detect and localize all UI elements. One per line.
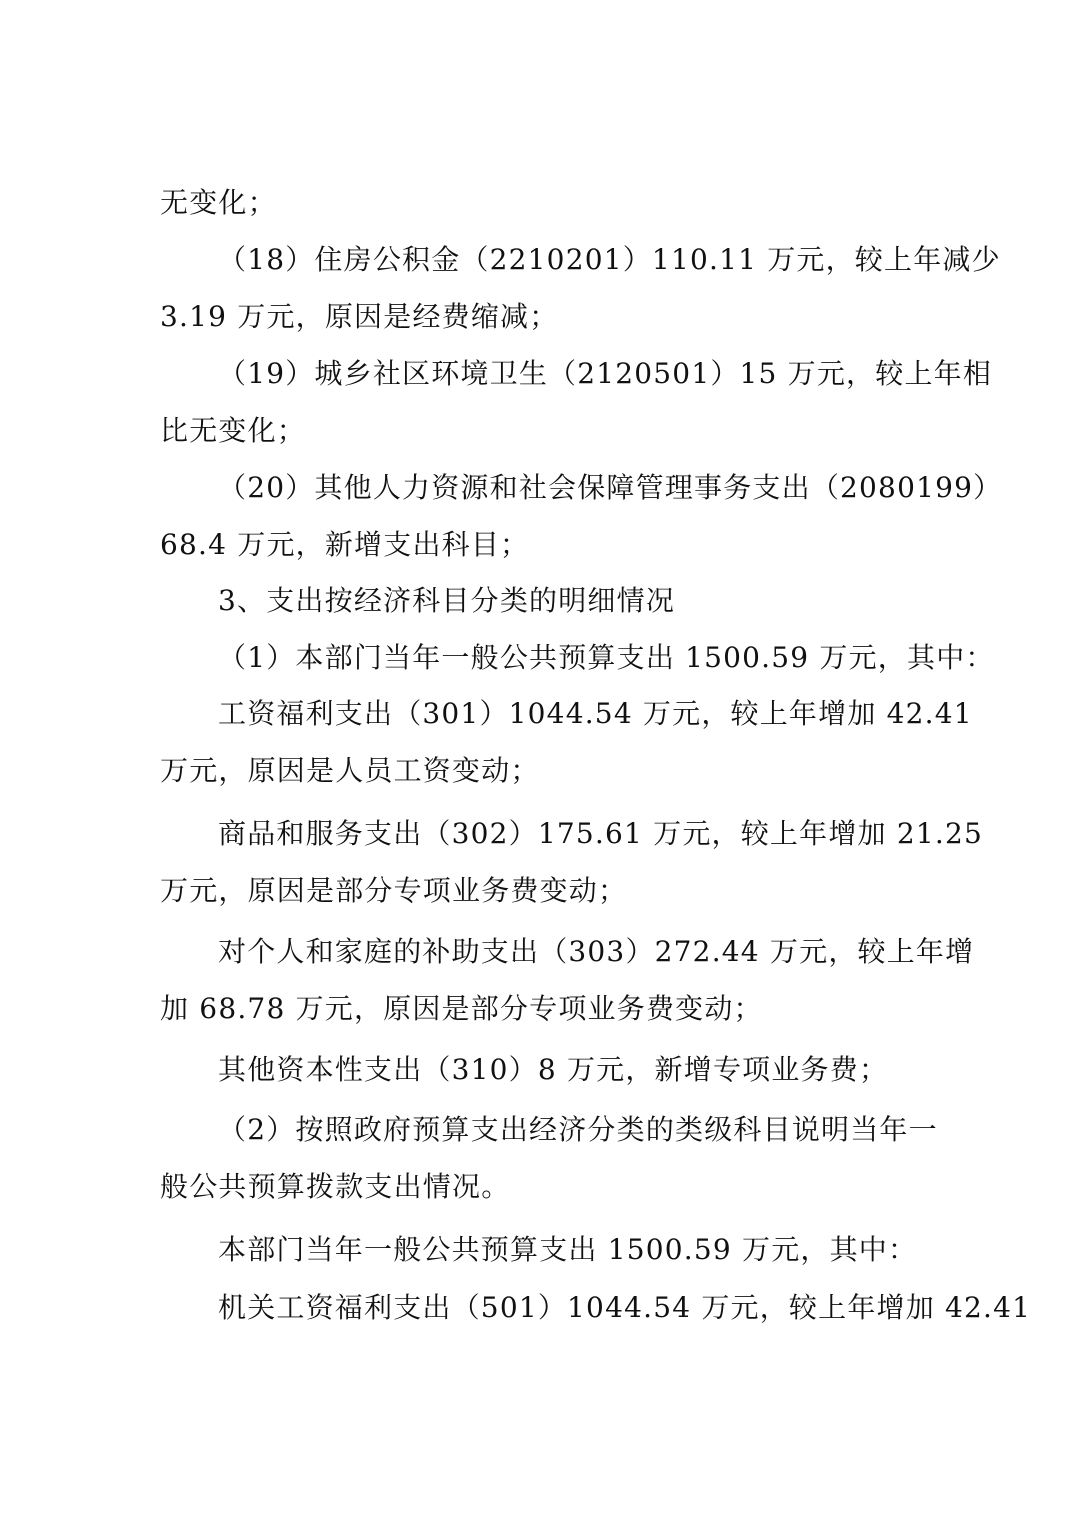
text-line: 本部门当年一般公共预算支出 1500.59 万元，其中： (218, 1233, 918, 1266)
text-line: （2）按照政府预算支出经济分类的类级科目说明当年一 (218, 1113, 938, 1146)
text-line: （19）城乡社区环境卫生（2120501）15 万元，较上年相 (218, 357, 993, 390)
text-line: 对个人和家庭的补助支出（303）272.44 万元，较上年增 (218, 935, 975, 968)
text-line: 般公共预算拨款支出情况。 (160, 1170, 511, 1203)
text-line: 万元，原因是人员工资变动； (160, 754, 540, 787)
text-line: 工资福利支出（301）1044.54 万元，较上年增加 42.41 (218, 697, 973, 730)
text-line: 无变化； (160, 186, 277, 219)
text-line: （20）其他人力资源和社会保障管理事务支出（2080199） (218, 471, 1003, 504)
text-line: 商品和服务支出（302）175.61 万元，较上年增加 21.25 (218, 817, 983, 850)
text-line: 机关工资福利支出（501）1044.54 万元，较上年增加 42.41 (218, 1291, 1032, 1324)
text-line: 万元，原因是部分专项业务费变动； (160, 874, 628, 907)
section-heading: 3、支出按经济科目分类的明细情况 (218, 584, 676, 617)
text-line: （1）本部门当年一般公共预算支出 1500.59 万元，其中： (218, 641, 995, 674)
text-line: （18）住房公积金（2210201）110.11 万元，较上年减少 (218, 243, 1001, 276)
text-line: 其他资本性支出（310）8 万元，新增专项业务费； (218, 1053, 889, 1086)
text-line: 加 68.78 万元，原因是部分专项业务费变动； (160, 992, 763, 1025)
text-line: 3.19 万元，原因是经费缩减； (160, 300, 559, 333)
text-line: 68.4 万元，新增支出科目； (160, 528, 530, 561)
text-line: 比无变化； (160, 414, 307, 447)
